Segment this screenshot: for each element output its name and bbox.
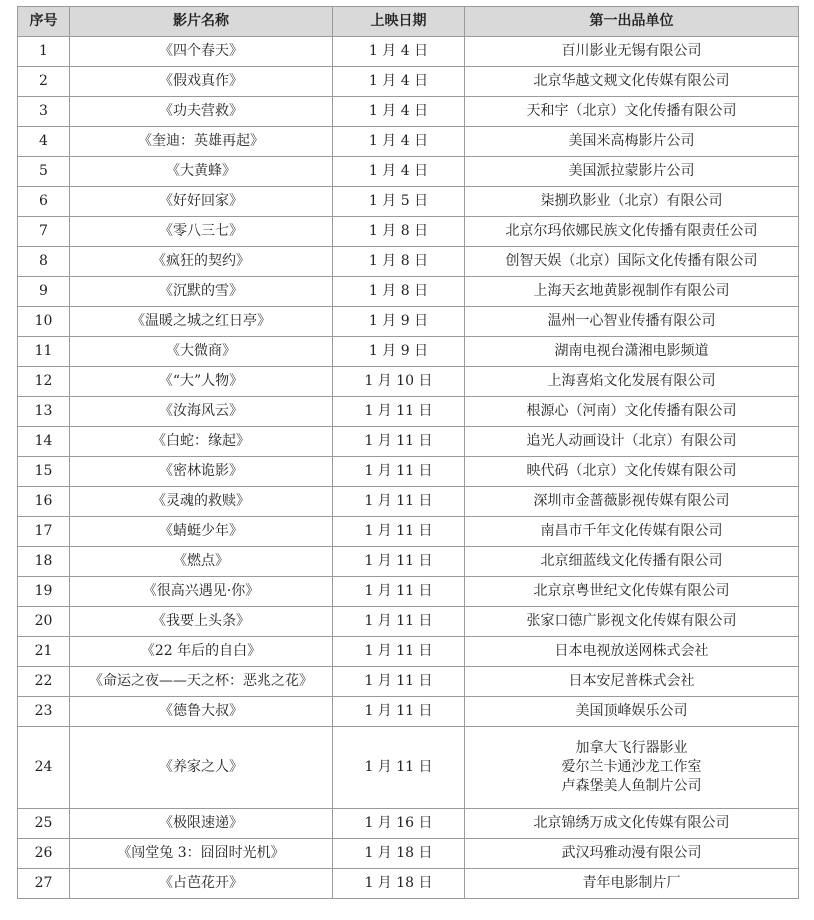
production-company: [465, 427, 799, 457]
production-company: [465, 839, 799, 869]
film-title: 《占芭花开》: [70, 869, 333, 899]
row-number: 19: [18, 577, 70, 607]
production-company: [465, 457, 799, 487]
table-row: [18, 97, 799, 127]
table-row: [18, 427, 799, 457]
company-name: 北京锦绣万成文化传媒有限公司: [533, 815, 730, 831]
release-date: 1 月 11 日: [333, 577, 465, 607]
table-row: [18, 67, 799, 97]
table-row: [18, 517, 799, 547]
release-date: 1 月 10 日: [333, 367, 465, 397]
film-title: 《沉默的雪》: [70, 277, 333, 307]
release-date: 1 月 11 日: [333, 637, 465, 667]
company-name: 北京尔玛依娜民族文化传播有限责任公司: [505, 223, 758, 239]
production-company: [465, 277, 799, 307]
table-row: [18, 637, 799, 667]
film-title: 《蜻蜓少年》: [70, 517, 333, 547]
table-body: [18, 37, 799, 899]
release-date: 1 月 11 日: [333, 667, 465, 697]
table-header-row: [18, 7, 799, 37]
row-number: 10: [18, 307, 70, 337]
release-date: 1 月 11 日: [333, 547, 465, 577]
table-row: [18, 457, 799, 487]
company-name: 创智天娱（北京）国际文化传播有限公司: [505, 253, 758, 269]
table-row: [18, 547, 799, 577]
table-row: [18, 397, 799, 427]
production-company: [465, 517, 799, 547]
release-date: 1 月 4 日: [333, 67, 465, 97]
company-name: 武汉玛雅动漫有限公司: [561, 845, 702, 861]
production-company: [465, 869, 799, 899]
row-number: 14: [18, 427, 70, 457]
film-title: 《密林诡影》: [70, 457, 333, 487]
film-title: 《大微商》: [70, 337, 333, 367]
row-number: 21: [18, 637, 70, 667]
production-company: [465, 637, 799, 667]
row-number: 12: [18, 367, 70, 397]
film-title: 《假戏真作》: [70, 67, 333, 97]
release-date: 1 月 4 日: [333, 37, 465, 67]
table-row: [18, 839, 799, 869]
company-name: 加拿大飞行器影业: [575, 740, 688, 756]
release-date: 1 月 11 日: [333, 697, 465, 727]
release-date: 1 月 9 日: [333, 337, 465, 367]
release-date: 1 月 8 日: [333, 217, 465, 247]
company-name: 南昌市千年文化传媒有限公司: [540, 523, 723, 539]
release-date: 1 月 16 日: [333, 809, 465, 839]
release-date: 1 月 18 日: [333, 869, 465, 899]
table-row: [18, 307, 799, 337]
table-row: [18, 217, 799, 247]
release-date: 1 月 4 日: [333, 97, 465, 127]
film-title: 《极限速递》: [70, 809, 333, 839]
release-date: 1 月 9 日: [333, 307, 465, 337]
production-company: [465, 157, 799, 187]
row-number: 3: [18, 97, 70, 127]
film-title: 《疯狂的契约》: [70, 247, 333, 277]
table-row: [18, 247, 799, 277]
company-name: 根源心（河南）文化传播有限公司: [526, 403, 737, 419]
company-name: 上海喜焰文化发展有限公司: [547, 373, 716, 389]
production-company: [465, 127, 799, 157]
table-row: [18, 667, 799, 697]
production-company: [465, 577, 799, 607]
table-row: [18, 697, 799, 727]
row-number: 7: [18, 217, 70, 247]
production-company: [465, 217, 799, 247]
company-name: 湖南电视台潇湘电影频道: [554, 343, 709, 359]
production-company: [465, 607, 799, 637]
table-row: [18, 367, 799, 397]
production-company: [465, 307, 799, 337]
row-number: 20: [18, 607, 70, 637]
film-title: 《功夫营救》: [70, 97, 333, 127]
film-title: 《好好回家》: [70, 187, 333, 217]
row-number: 9: [18, 277, 70, 307]
row-number: 27: [18, 869, 70, 899]
company-name: 日本安尼普株式会社: [568, 673, 695, 689]
release-date: 1 月 4 日: [333, 127, 465, 157]
row-number: 23: [18, 697, 70, 727]
company-name: 百川影业无锡有限公司: [561, 43, 702, 59]
row-number: 18: [18, 547, 70, 577]
row-number: 24: [18, 727, 70, 809]
release-date: 1 月 11 日: [333, 607, 465, 637]
row-number: 22: [18, 667, 70, 697]
table-row: [18, 277, 799, 307]
company-name: 日本电视放送网株式会社: [554, 643, 709, 659]
row-number: 4: [18, 127, 70, 157]
table-row: [18, 127, 799, 157]
company-name: 爱尔兰卡通沙龙工作室: [561, 759, 702, 775]
film-title: 《我要上头条》: [70, 607, 333, 637]
company-name: 卢森堡美人鱼制片公司: [561, 778, 702, 794]
release-date: 1 月 11 日: [333, 517, 465, 547]
header-title: 影片名称: [70, 7, 333, 37]
film-title: 《汝海风云》: [70, 397, 333, 427]
production-company: [465, 187, 799, 217]
release-date: 1 月 11 日: [333, 487, 465, 517]
film-title: 《闯堂兔 3：囧囧时光机》: [70, 839, 333, 869]
table-row: [18, 37, 799, 67]
company-name: 北京京粤世纪文化传媒有限公司: [533, 583, 730, 599]
release-date: 1 月 18 日: [333, 839, 465, 869]
row-number: 16: [18, 487, 70, 517]
table-row: [18, 187, 799, 217]
company-name: 美国派拉蒙影片公司: [568, 163, 695, 179]
table-row: [18, 487, 799, 517]
production-company: [465, 809, 799, 839]
film-title: 《德鲁大叔》: [70, 697, 333, 727]
production-company: [465, 397, 799, 427]
header-company: 第一出品单位: [465, 7, 799, 37]
company-name: 张家口德广影视文化传媒有限公司: [526, 613, 737, 629]
film-title: 《奎迪：英雄再起》: [70, 127, 333, 157]
production-company: [465, 67, 799, 97]
release-date: 1 月 8 日: [333, 277, 465, 307]
release-date: 1 月 11 日: [333, 397, 465, 427]
row-number: 26: [18, 839, 70, 869]
row-number: 11: [18, 337, 70, 367]
company-name: 追光人动画设计（北京）有限公司: [526, 433, 737, 449]
row-number: 6: [18, 187, 70, 217]
row-number: 13: [18, 397, 70, 427]
table-row: [18, 869, 799, 899]
table-row: [18, 727, 799, 809]
company-name: 天和宇（北京）文化传播有限公司: [526, 103, 737, 119]
release-date: 1 月 11 日: [333, 427, 465, 457]
company-name: 深圳市金蔷薇影视传媒有限公司: [533, 493, 730, 509]
company-name: 美国米高梅影片公司: [568, 133, 695, 149]
film-title: 《灵魂的救赎》: [70, 487, 333, 517]
release-date: 1 月 11 日: [333, 457, 465, 487]
production-company: [465, 667, 799, 697]
film-title: 《“大”人物》: [70, 367, 333, 397]
header-no: 序号: [18, 7, 70, 37]
table-row: [18, 607, 799, 637]
release-date: 1 月 5 日: [333, 187, 465, 217]
company-name: 北京华越文觌文化传媒有限公司: [533, 73, 730, 89]
header-date: 上映日期: [333, 7, 465, 37]
release-date: 1 月 8 日: [333, 247, 465, 277]
film-release-table: [17, 6, 799, 899]
film-title: 《零八三七》: [70, 217, 333, 247]
row-number: 15: [18, 457, 70, 487]
production-company: [465, 697, 799, 727]
production-company: [465, 337, 799, 367]
table-row: [18, 337, 799, 367]
film-title: 《养家之人》: [70, 727, 333, 809]
production-company: [465, 367, 799, 397]
production-company: [465, 247, 799, 277]
production-company: [465, 97, 799, 127]
production-company: [465, 547, 799, 577]
film-title: 《四个春天》: [70, 37, 333, 67]
row-number: 8: [18, 247, 70, 277]
company-name: 美国顶峰娱乐公司: [575, 703, 688, 719]
table-row: [18, 157, 799, 187]
release-date: 1 月 11 日: [333, 727, 465, 809]
film-title: 《温暖之城之红日亭》: [70, 307, 333, 337]
film-title: 《命运之夜——天之杯：恶兆之花》: [70, 667, 333, 697]
film-title: 《大黄蜂》: [70, 157, 333, 187]
row-number: 1: [18, 37, 70, 67]
row-number: 5: [18, 157, 70, 187]
film-title: 《白蛇：缘起》: [70, 427, 333, 457]
company-name: 上海天玄地黄影视制作有限公司: [533, 283, 730, 299]
company-name: 温州一心智业传播有限公司: [547, 313, 716, 329]
company-name: 柒捌玖影业（北京）有限公司: [540, 193, 723, 209]
row-number: 25: [18, 809, 70, 839]
film-title: 《22 年后的自白》: [70, 637, 333, 667]
table-row: [18, 577, 799, 607]
row-number: 2: [18, 67, 70, 97]
release-date: 1 月 4 日: [333, 157, 465, 187]
film-title: 《燃点》: [70, 547, 333, 577]
production-company: [465, 37, 799, 67]
company-name: 北京细蓝线文化传播有限公司: [540, 553, 723, 569]
company-name: 青年电影制片厂: [582, 875, 681, 891]
film-title: 《很高兴遇见·你》: [70, 577, 333, 607]
table-row: [18, 809, 799, 839]
company-name: 映代码（北京）文化传媒有限公司: [526, 463, 737, 479]
row-number: 17: [18, 517, 70, 547]
production-company: [465, 727, 799, 809]
production-company: [465, 487, 799, 517]
